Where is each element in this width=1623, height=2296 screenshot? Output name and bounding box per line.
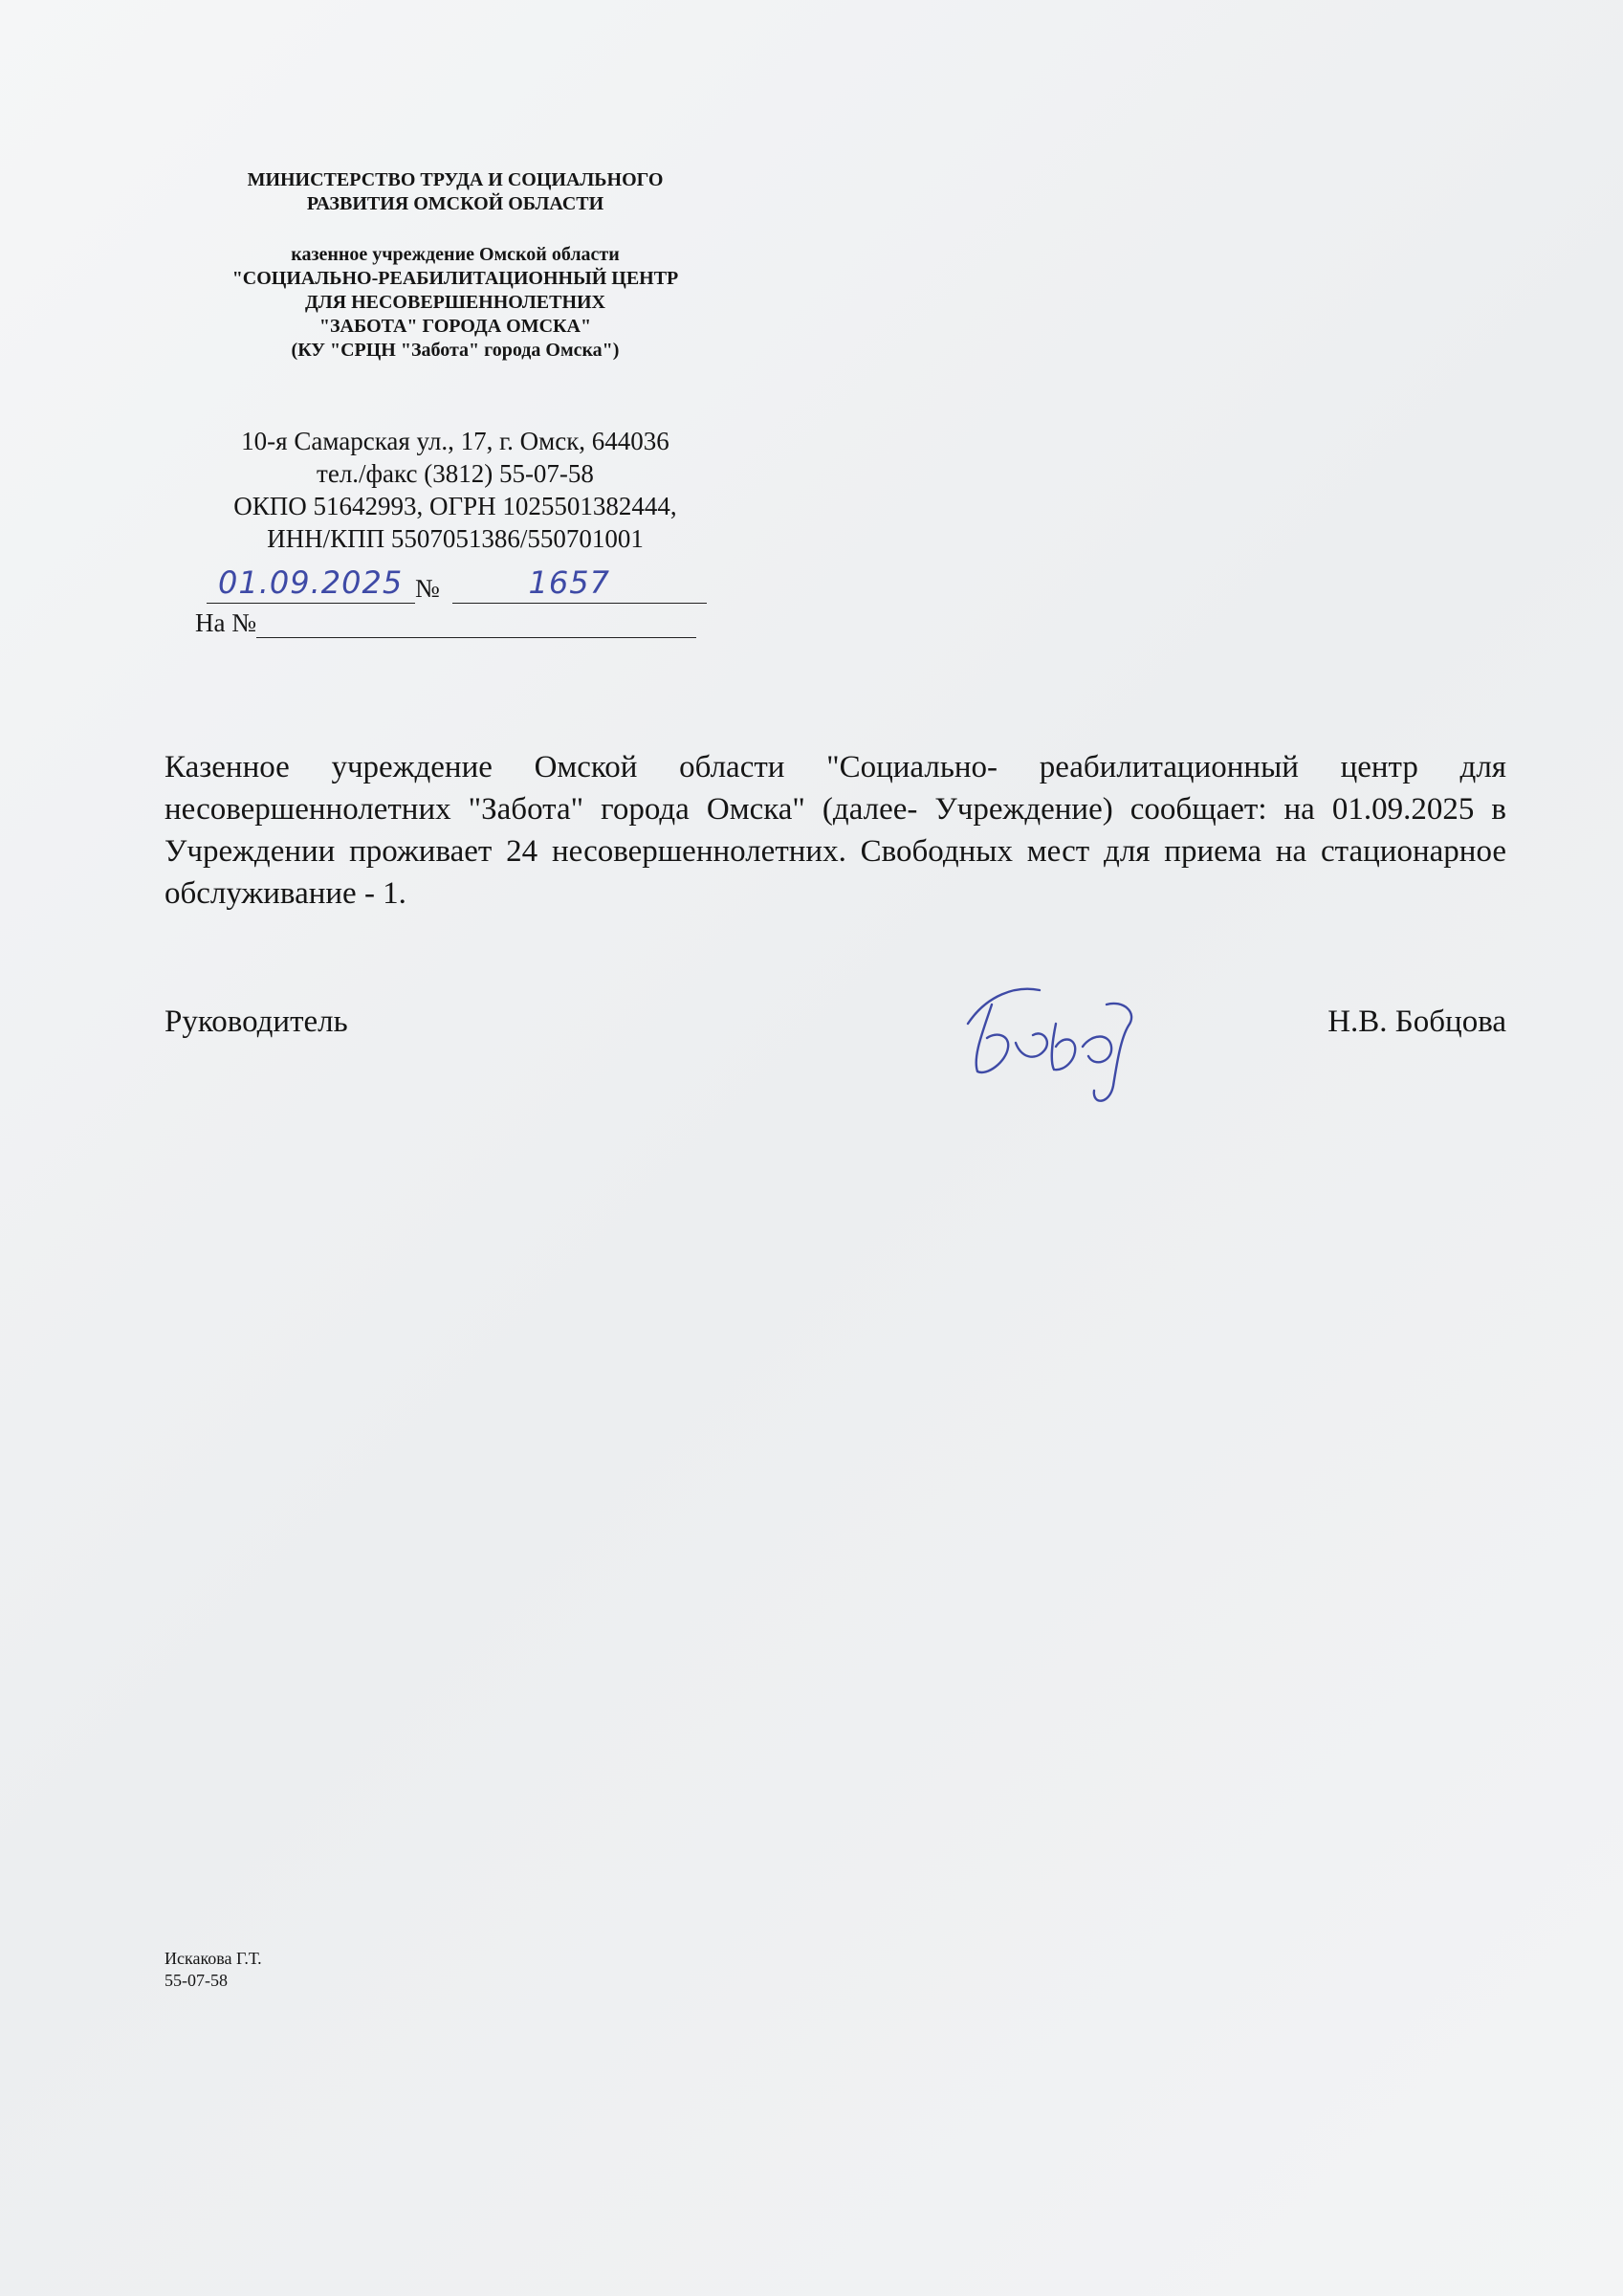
reply-number-field bbox=[256, 608, 696, 638]
handwritten-signature bbox=[949, 966, 1169, 1110]
institution-short-name: (КУ "СРЦН "Забота" города Омска") bbox=[291, 340, 620, 361]
number-field bbox=[452, 564, 707, 604]
okpo-ogrn: ОКПО 51642993, ОГРН 1025501382444, bbox=[233, 492, 677, 520]
ministry-line-2: РАЗВИТИЯ ОМСКОЙ ОБЛАСТИ bbox=[306, 193, 604, 214]
handwritten-date: 01.09.2025 bbox=[218, 564, 404, 601]
executor-name: Искакова Г.Т. bbox=[164, 1949, 262, 1968]
institution-name-line-1: "СОЦИАЛЬНО-РЕАБИЛИТАЦИОННЫЙ ЦЕНТР bbox=[231, 268, 679, 289]
signatory-title: Руководитель bbox=[164, 1004, 348, 1039]
institution-type: казенное учреждение Омской области bbox=[291, 244, 620, 265]
letter-body: Казенное учреждение Омской области "Социально- реабилитационный центр для несовершеннолетних "Забота" города Омска" (далее- Учреждение) сообщает: на 01.09.2025 в Учреждении проживает 24 несовершеннолетних. Свободных мест для приема на стационарное обслуживание - 1. bbox=[164, 750, 1506, 911]
reply-registration bbox=[195, 608, 865, 641]
executor-phone: 55-07-58 bbox=[164, 1971, 228, 1990]
institution-name-line-3: "ЗАБОТА" ГОРОДА ОМСКА" bbox=[318, 316, 592, 337]
signature-scribble bbox=[949, 966, 1169, 1110]
inn-kpp: ИНН/КПП 5507051386/550701001 bbox=[267, 524, 644, 553]
executor-block bbox=[164, 1948, 262, 1992]
signature-row bbox=[164, 1004, 1506, 1062]
address-block bbox=[161, 425, 750, 555]
registration-block bbox=[161, 564, 750, 651]
signatory-name: Н.В. Бобцова bbox=[1327, 1004, 1506, 1039]
reply-label: На № bbox=[195, 608, 256, 637]
institution-name-line-2: ДЛЯ НЕСОВЕРШЕННОЛЕТНИХ bbox=[304, 292, 605, 313]
outgoing-registration bbox=[207, 564, 866, 607]
date-field bbox=[207, 564, 415, 604]
phone-fax: тел./факс (3812) 55-07-58 bbox=[317, 459, 594, 488]
ministry-line-1: МИНИСТЕРСТВО ТРУДА И СОЦИАЛЬНОГО bbox=[247, 169, 664, 190]
number-sign: № bbox=[415, 574, 440, 603]
letterhead bbox=[161, 168, 750, 363]
handwritten-number: 1657 bbox=[528, 564, 610, 601]
street-address: 10-я Самарская ул., 17, г. Омск, 644036 bbox=[241, 427, 669, 455]
